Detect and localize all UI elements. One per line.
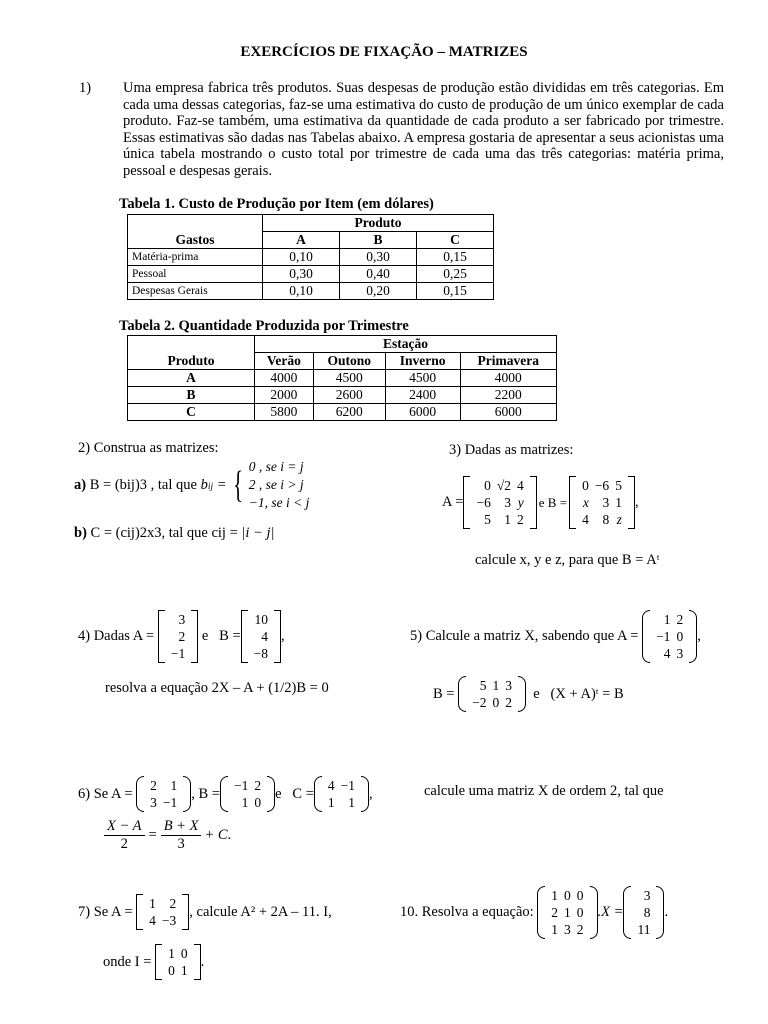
table1-col-header: B xyxy=(340,232,417,249)
question-4: 4) Dadas A = 3 2 −1 e B = 10 4 −8 , xyxy=(78,612,285,661)
table-row xyxy=(128,370,557,387)
matrix-B: 0 −6 5 x 3 1 4 8 z xyxy=(569,476,635,529)
question-3-footer: calcule x, y e z, para que B = Aᵗ xyxy=(475,552,660,568)
table-cell: 4000 xyxy=(460,370,556,387)
table2-group-header: Estação xyxy=(255,336,557,353)
matrix-A: 3 2 −1 xyxy=(158,610,198,663)
question-10: 10. Resolva a equação: 1 0 0 2 1 0 1 3 2 .X = 3 8 11 . xyxy=(400,888,669,937)
question-1 xyxy=(79,80,724,180)
table-cell: 6000 xyxy=(385,404,460,421)
page-title: EXERCÍCIOS DE FIXAÇÃO – MATRIZES xyxy=(240,44,528,60)
question-3-matrices: A = 0 √2 4 −6 3 y 5 1 2 e B = 0 −6 5 x 3 1 4 8 z , xyxy=(442,478,639,527)
table1-col-header: A xyxy=(263,232,340,249)
table-cell: 2400 xyxy=(385,387,460,404)
fraction-numerator: B + X xyxy=(161,818,202,836)
question-6: 6) Se A = 2 1 3 −1 , B = −1 2 1 0 e C = 4 −1 1 1 , xyxy=(78,778,373,810)
question-5-condition: (X + A)ᵗ = B xyxy=(550,685,624,702)
fraction-denominator: 3 xyxy=(177,836,185,852)
question-2b xyxy=(74,525,274,542)
fraction-numerator: X − A xyxy=(104,818,145,836)
question-5-prefix: 5) Calcule a matriz X, sabendo que A = xyxy=(410,628,639,644)
question-4-footer: resolva a equação 2X – A + (1/2)B = 0 xyxy=(105,680,329,696)
table-cell: 2600 xyxy=(313,387,385,404)
matrix-A: 2 1 3 −1 xyxy=(136,776,191,812)
question-6-prefix: 6) Se A = xyxy=(78,785,133,802)
table-row xyxy=(128,266,494,283)
table-cell: 0,30 xyxy=(263,266,340,283)
question-7 xyxy=(78,894,332,930)
table-cell: 0,10 xyxy=(263,283,340,300)
table-row xyxy=(128,283,494,300)
case-line: 2 , se i > j xyxy=(248,477,304,492)
table-cell: B xyxy=(128,387,255,404)
question-5: 5) Calcule a matriz X, sabendo que A = 1 2 −1 0 4 3 , xyxy=(410,612,701,661)
table-cell: Matéria-prima xyxy=(128,249,263,266)
matrix-A: 0 √2 4 −6 3 y 5 1 2 xyxy=(463,476,536,529)
table-cell: 0,40 xyxy=(340,266,417,283)
table1 xyxy=(127,214,494,300)
question-10-prefix: 10. Resolva a equação: xyxy=(400,904,534,920)
table-cell: 2200 xyxy=(460,387,556,404)
question-4-prefix: 4) Dadas A = xyxy=(78,628,155,644)
table-cell: 0,30 xyxy=(340,249,417,266)
table2-col-header: Produto xyxy=(128,353,255,370)
table-cell: 4500 xyxy=(313,370,385,387)
table-cell: 6000 xyxy=(460,404,556,421)
table2-col-header: Inverno xyxy=(385,353,460,370)
table1-col-header: Gastos xyxy=(128,232,263,249)
case-line: −1, se i < j xyxy=(248,495,310,510)
table2-col-header: Verão xyxy=(255,353,314,370)
matrix-M: 1 0 0 2 1 0 1 3 2 xyxy=(537,886,597,939)
table-cell: 4500 xyxy=(385,370,460,387)
question-number: 1) xyxy=(79,80,92,96)
table-row xyxy=(128,249,494,266)
matrix-A: 1 2 −1 0 4 3 xyxy=(642,610,697,663)
question-2a xyxy=(74,458,309,512)
table1-caption: Tabela 1. Custo de Produção por Item (em dólares) xyxy=(119,196,434,212)
table-cell: Despesas Gerais xyxy=(128,283,263,300)
table-cell: A xyxy=(128,370,255,387)
table-cell: 4000 xyxy=(255,370,314,387)
matrix-A: 1 2 4 −3 xyxy=(136,894,189,930)
matrix-I: 1 0 0 1 xyxy=(155,944,201,980)
table1-group-header: Produto xyxy=(263,215,494,232)
case-line: 0 , se i = j xyxy=(248,459,304,474)
abs-expression: |i − j| xyxy=(241,525,275,541)
table-cell: 0,15 xyxy=(417,283,494,300)
table-cell: 0,20 xyxy=(340,283,417,300)
table-cell: Pessoal xyxy=(128,266,263,283)
table-cell: 5800 xyxy=(255,404,314,421)
identity-prefix: onde I = xyxy=(103,953,152,970)
question-6-equation: $\frac{X - A}{2}$ = $\frac{B + X}{3}$ + C . xyxy=(104,818,231,853)
b-ij-symbol: bij = xyxy=(200,476,227,493)
table2-caption: Tabela 2. Quantidade Produzida por Trimestre xyxy=(119,318,409,334)
table-cell: 0,25 xyxy=(417,266,494,283)
item-text: B = (bij)3 , tal que xyxy=(89,476,197,493)
matrix-C: 4 −1 1 1 xyxy=(314,776,369,812)
matrix-B: 10 4 −8 xyxy=(241,610,281,663)
table-cell: 2000 xyxy=(255,387,314,404)
equation-tail: + C xyxy=(204,827,228,843)
question-6-tail: calcule uma matriz X de ordem 2, tal que xyxy=(424,783,664,799)
table2-col-header: Primavera xyxy=(460,353,556,370)
matrix-B: 5 1 3 −2 0 2 xyxy=(458,676,526,712)
question-3-heading: 3) Dadas as matrizes: xyxy=(449,442,574,458)
table-cell: 0,15 xyxy=(417,249,494,266)
table-cell: 0,10 xyxy=(263,249,340,266)
brace-icon: { xyxy=(232,464,243,506)
table1-col-header: C xyxy=(417,232,494,249)
item-text: C = (cij)2x3, tal que cij = xyxy=(90,525,238,541)
item-label: b) xyxy=(74,525,87,541)
matrix-rhs: 3 8 11 xyxy=(623,886,664,939)
table-cell: 6200 xyxy=(313,404,385,421)
item-label: a) xyxy=(74,476,87,493)
question-2-heading: 2) Construa as matrizes: xyxy=(78,440,219,456)
matrix-B: −1 2 1 0 xyxy=(220,776,275,812)
table-row xyxy=(128,387,557,404)
question-7-identity: onde I = 1 0 0 1 . xyxy=(103,946,205,978)
question-text: Uma empresa fabrica três produtos. Suas despesas de produção estão divididas em três categorias. Em cada uma dessas categorias, faz-se uma estimativa do custo de produção de um único exemplar de cada produto. Faz-se também, uma estimativa da quantidade de cada produto a ser fabricado por trimestre. Essas estimativas são dadas nas Tabelas abaixo. A empresa gostaria de apresentar a seus acionistas uma única tabela mostrando o custo total por trimestre de cada uma das três categorias: matéria prima, pessoal e despesas gerais. xyxy=(123,80,724,179)
table2 xyxy=(127,335,557,421)
table-cell: C xyxy=(128,404,255,421)
question-7-text: , calcule A² + 2A – 11. I, xyxy=(189,903,332,920)
table2-col-header: Outono xyxy=(313,353,385,370)
question-7-prefix: 7) Se A = xyxy=(78,903,133,920)
question-5-b: B = 5 1 3 −2 0 2 e (X + A)ᵗ = B xyxy=(433,678,624,710)
fraction-denominator: 2 xyxy=(120,836,128,852)
table-row xyxy=(128,404,557,421)
